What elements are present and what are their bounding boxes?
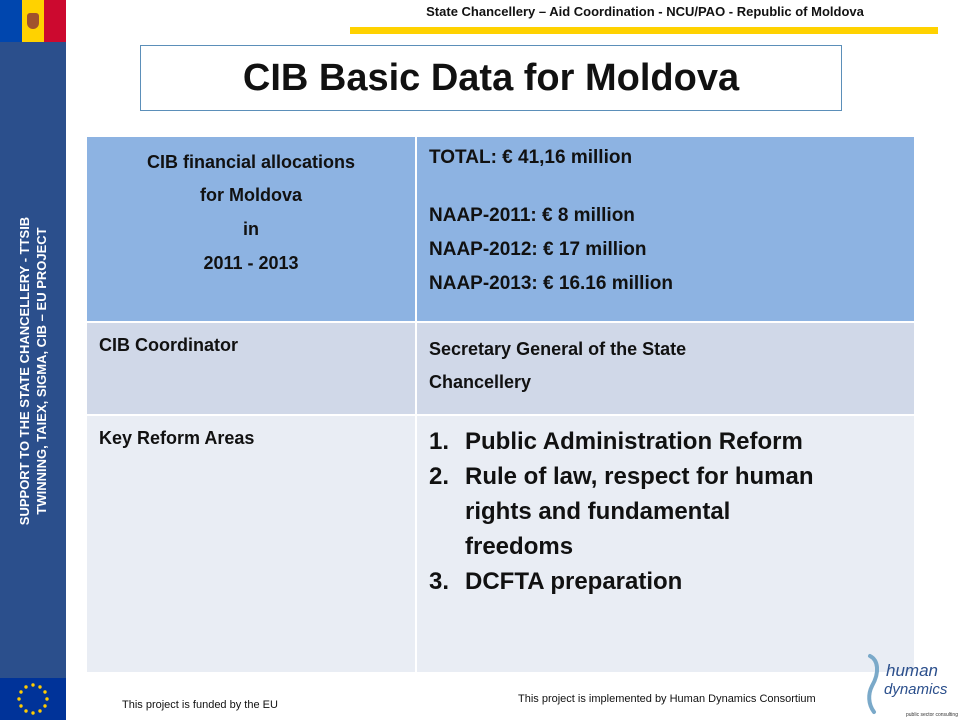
- naap-2011: NAAP-2011: € 8 million: [429, 205, 635, 226]
- eu-flag-icon: [0, 678, 66, 720]
- footer-implemented-text: This project is implemented by Human Dynamics Consortium: [518, 693, 816, 705]
- allocations-label-line-4: 2011 - 2013: [203, 253, 299, 273]
- table-row-reform-areas: [87, 416, 914, 672]
- coordinator-value-line-1: Secretary General of the State: [429, 339, 687, 359]
- coordinator-label: CIB Coordinator: [87, 323, 417, 414]
- list-item-text: freedoms: [465, 533, 574, 560]
- allocations-value: [417, 137, 914, 321]
- allocations-label: [87, 137, 417, 321]
- moldova-flag-icon: [0, 0, 66, 42]
- table-row-allocations: [87, 137, 914, 323]
- coordinator-value-line-2: Chancellery: [429, 372, 532, 392]
- human-dynamics-logo: [862, 652, 958, 718]
- allocations-total: TOTAL: € 41,16 million: [429, 147, 633, 168]
- sidebar-text: [16, 71, 50, 671]
- logo-word-1: human: [886, 661, 938, 680]
- page-title: CIB Basic Data for Moldova: [140, 45, 842, 111]
- coordinator-value: [417, 323, 914, 414]
- list-item-text: DCFTA preparation: [465, 568, 683, 595]
- list-item-text: Rule of law, respect for human: [465, 463, 814, 490]
- list-item-number: 2.: [429, 463, 450, 490]
- list-item: [429, 564, 914, 599]
- sidebar-line-2: TWINNING, TAIEX, SIGMA, CIB – EU PROJECT: [34, 227, 49, 515]
- header-text: State Chancellery – Aid Coordination - NCU/PAO - Republic of Moldova: [426, 4, 864, 19]
- allocations-label-line-2: for Moldova: [200, 185, 302, 205]
- list-item-text: Public Administration Reform: [465, 428, 803, 455]
- footer-funded-text: This project is funded by the EU: [122, 699, 278, 711]
- list-item-text: rights and fundamental: [465, 498, 731, 525]
- cib-data-table: [87, 137, 914, 672]
- sidebar: [0, 42, 66, 678]
- naap-2013: NAAP-2013: € 16.16 million: [429, 273, 673, 294]
- allocations-label-line-1: CIB financial allocations: [146, 152, 356, 172]
- list-item: [429, 459, 914, 564]
- reform-areas-list: [417, 416, 914, 599]
- table-row-coordinator: [87, 323, 914, 416]
- logo-word-2: dynamics: [884, 681, 948, 698]
- list-item: [429, 424, 914, 459]
- sidebar-line-1: SUPPORT TO THE STATE CHANCELLERY - TTSIB: [17, 216, 32, 526]
- list-item-number: 3.: [429, 568, 450, 595]
- naap-2012: NAAP-2012: € 17 million: [429, 239, 647, 260]
- header-accent-bar: [350, 27, 938, 34]
- reform-areas-value: [417, 416, 914, 672]
- logo-tagline: public sector consulting: [906, 712, 958, 718]
- list-item-number: 1.: [429, 428, 450, 455]
- reform-areas-label: Key Reform Areas: [87, 416, 417, 672]
- allocations-label-line-3: in: [243, 219, 259, 239]
